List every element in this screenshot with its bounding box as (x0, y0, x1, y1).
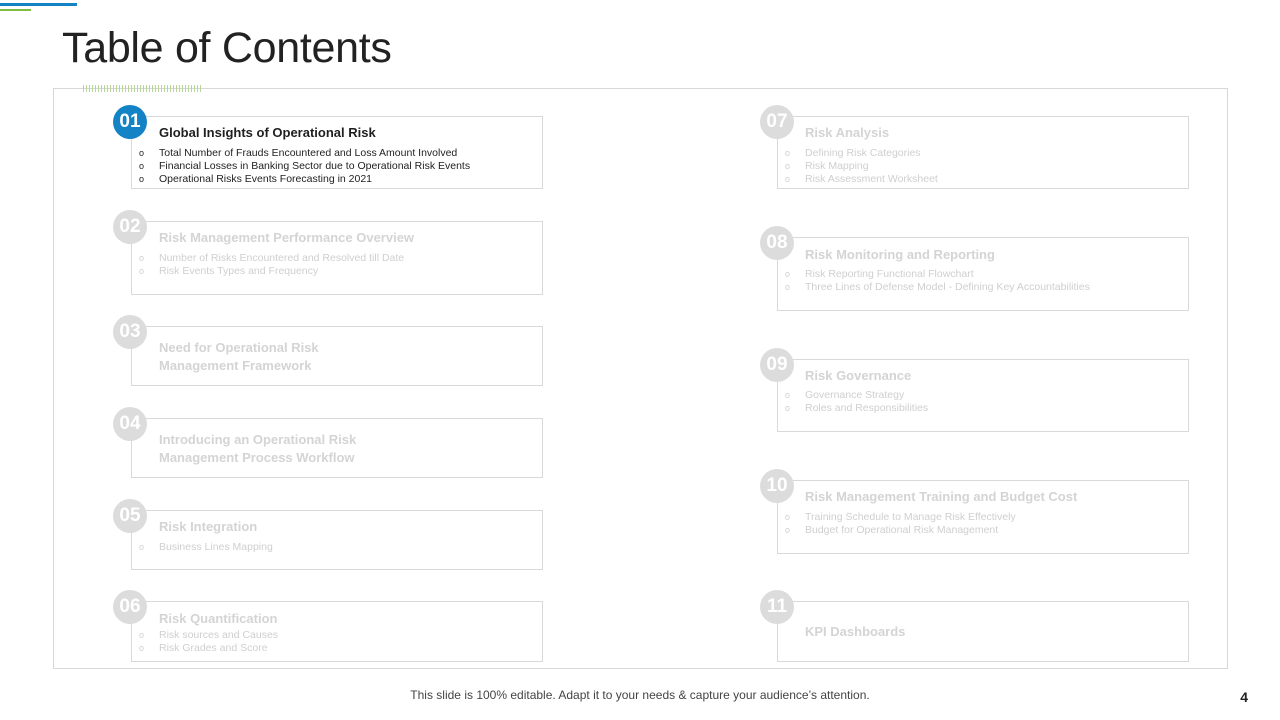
item-heading: Risk Management Training and Budget Cost (805, 489, 1078, 504)
subtopic: o Defining Risk Categories (785, 147, 938, 160)
subtopic: o Financial Losses in Banking Sector due to Operational Risk Events (139, 160, 470, 173)
item-heading: Need for Operational Risk (159, 340, 319, 355)
subtopic: o Training Schedule to Manage Risk Effectively (785, 511, 1016, 524)
accent-bar-blue (0, 3, 77, 6)
item-heading: Global Insights of Operational Risk (159, 125, 376, 140)
item-number-badge: 06 (113, 590, 147, 624)
item-heading: Risk Analysis (805, 125, 890, 140)
footer-note: This slide is 100% editable. Adapt it to your needs & capture your audience’s attention. (410, 688, 870, 702)
subtopic: o Three Lines of Defense Model - Defining Key Accountabilities (785, 281, 1090, 294)
item-subtopics (139, 541, 273, 554)
item-number-badge: 08 (760, 226, 794, 260)
item-number-badge: 10 (760, 469, 794, 503)
item-heading: Risk Monitoring and Reporting (805, 247, 995, 262)
subtopic: o Risk Mapping (785, 160, 938, 173)
subtopic: o Total Number of Frauds Encountered and Loss Amount Involved (139, 147, 470, 160)
page-number: 4 (1240, 689, 1248, 705)
subtopic: o Risk sources and Causes (139, 629, 278, 642)
item-subtopics (785, 389, 928, 415)
item-heading: Risk Management Performance Overview (159, 230, 415, 245)
item-heading: Risk Governance (805, 368, 912, 383)
item-subtopics (139, 147, 470, 186)
item-number-badge: 01 (113, 105, 147, 139)
item-subtopics (139, 252, 404, 278)
item-heading-line2: Management Framework (159, 358, 312, 373)
subtopic: o Risk Events Types and Frequency (139, 265, 404, 278)
subtopic: o Business Lines Mapping (139, 541, 273, 554)
subtopic: o Risk Grades and Score (139, 642, 278, 655)
item-heading-line2: Management Process Workflow (159, 450, 355, 465)
item-heading: Introducing an Operational Risk (159, 432, 357, 447)
item-subtopics (785, 147, 938, 186)
item-heading: Risk Quantification (159, 611, 278, 626)
item-number-badge: 05 (113, 499, 147, 533)
item-number-badge: 03 (113, 315, 147, 349)
item-number-badge: 02 (113, 210, 147, 244)
item-subtopics (139, 629, 278, 655)
subtopic: o Number of Risks Encountered and Resolved till Date (139, 252, 404, 265)
item-subtopics (785, 511, 1016, 537)
item-number-badge: 09 (760, 348, 794, 382)
item-number-badge: 04 (113, 407, 147, 441)
item-number-badge: 07 (760, 105, 794, 139)
subtopic: o Budget for Operational Risk Management (785, 524, 1016, 537)
item-heading: KPI Dashboards (805, 624, 906, 639)
item-subtopics (785, 268, 1090, 294)
decorative-tick-strip (83, 85, 201, 92)
subtopic: o Risk Reporting Functional Flowchart (785, 268, 1090, 281)
item-heading: Risk Integration (159, 519, 258, 534)
subtopic: o Governance Strategy (785, 389, 928, 402)
page-title: Table of Contents (62, 24, 392, 72)
accent-bar-green (0, 9, 31, 11)
subtopic: o Operational Risks Events Forecasting in 2021 (139, 173, 470, 186)
subtopic: o Roles and Responsibilities (785, 402, 928, 415)
item-number-badge: 11 (760, 590, 794, 624)
subtopic: o Risk Assessment Worksheet (785, 173, 938, 186)
